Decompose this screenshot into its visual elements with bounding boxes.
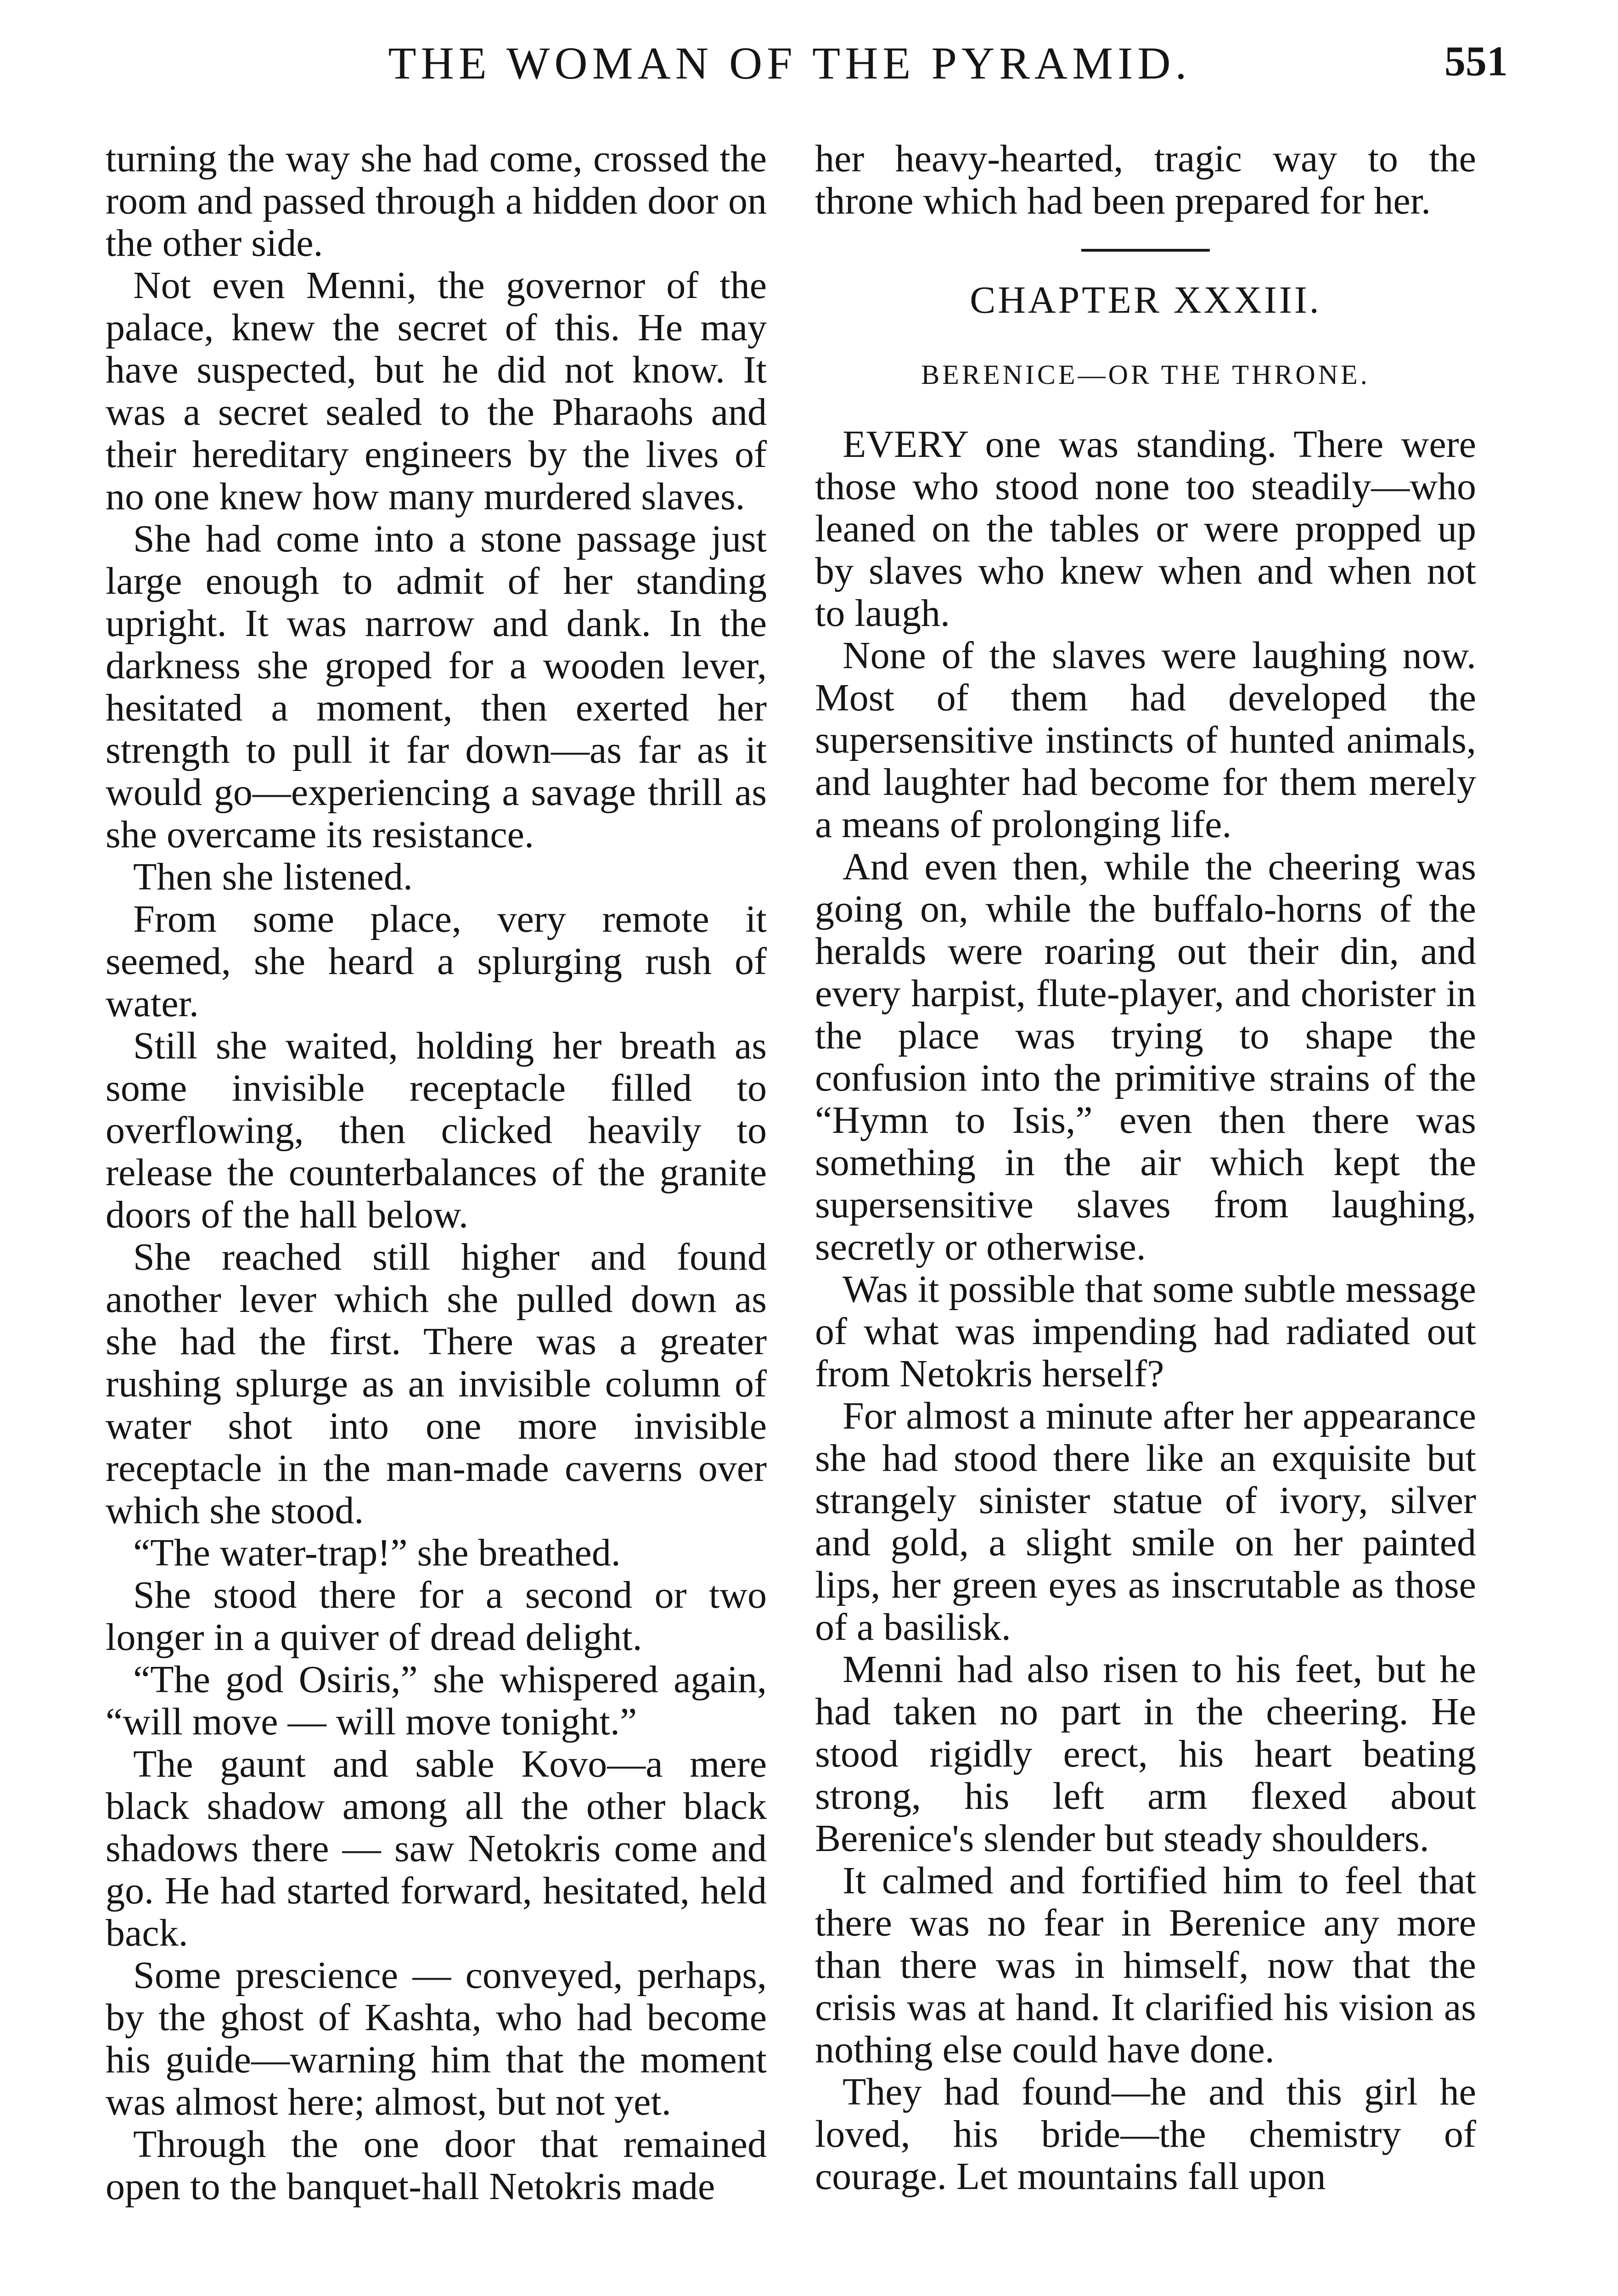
paragraph: her heavy-hearted, tragic way to the throne which had been prepared for her. — [815, 137, 1476, 222]
paragraph: She had come into a stone passage just large enough to admit of her standing upright. It was narrow and dank. In the darkness she groped for a wooden lever, hesitated a moment, then exerted her strength to pull it far down—as far as it would go—experiencing a savage thrill as she overcame its resistance. — [106, 518, 767, 856]
paragraph: The gaunt and sable Kovo—a mere black shadow among all the other black shadows there — saw Netokris come and go. He had started forward, hesitated, held back. — [106, 1743, 767, 1954]
paragraph: She stood there for a second or two longer in a quiver of dread delight. — [106, 1574, 767, 1659]
paragraph: None of the slaves were laughing now. Most of them had developed the supersensitive instincts of hunted animals, and laughter had become for them merely a means of prolonging life. — [815, 634, 1476, 846]
paragraph: And even then, while the cheering was going on, while the buffalo-horns of the heralds were roaring out their din, and every harpist, flute-player, and chorister in the place was trying to shape the confusion into the primitive strains of the “Hymn to Isis,” even then there was something in the air which kept the supersensitive slaves from laughing, secretly or otherwise. — [815, 845, 1476, 1268]
right-column — [815, 138, 1476, 2198]
paragraph: Then she listened. — [133, 855, 413, 898]
chapter-heading: CHAPTER XXXIII. — [970, 279, 1321, 321]
paragraph: They had found—he and this girl he loved, his bride—the chemistry of courage. Let mountains fall upon — [815, 2071, 1476, 2198]
page-number: 551 — [1444, 38, 1508, 84]
page-header — [0, 37, 1618, 106]
paragraph: “The god Osiris,” she whispered again, “will move — will move tonight.” — [106, 1658, 767, 1743]
paragraph: Not even Menni, the governor of the palace, knew the secret of this. He may have suspected, but he did not know. It was a secret sealed to the Pharaohs and their hereditary engineers by the lives of no one knew how many murdered slaves. — [106, 264, 767, 518]
paragraph: Menni had also risen to his feet, but he had taken no part in the cheering. He stood rigidly erect, his heart beating strong, his left arm flexed about Berenice's slender but steady shoulders. — [815, 1648, 1476, 1860]
paragraph: She reached still higher and found another lever which she pulled down as she had the first. There was a greater rushing splurge as an invisible column of water shot into one more invisible receptacle in the man-made caverns over which she stood. — [106, 1236, 767, 1532]
paragraph: For almost a minute after her appearance she had stood there like an exquisite but strangely sinister statue of ivory, silver and gold, a slight smile on her painted lips, her green eyes as inscrutable as those of a basilisk. — [815, 1395, 1476, 1649]
section-divider — [1081, 249, 1210, 252]
paragraph: From some place, very remote it seemed, she heard a splurging rush of water. — [106, 898, 767, 1025]
paragraph: “The water-trap!” she breathed. — [133, 1531, 621, 1574]
paragraph: Some prescience — conveyed, perhaps, by the ghost of Kashta, who had become his guide—warning him that the moment was almost here; almost, but not yet. — [106, 1954, 767, 2123]
running-title: THE WOMAN OF THE PYRAMID. — [388, 38, 1191, 89]
chapter-subtitle: BERENICE—OR THE THRONE. — [921, 360, 1370, 390]
paragraph: It calmed and fortified him to feel that there was no fear in Berenice any more than there was in himself, now that the crisis was at hand. It clarified his vision as nothing else could have done. — [815, 1859, 1476, 2071]
paragraph: Still she waited, holding her breath as some invisible receptacle filled to overflowing, then clicked heavily to release the counterbalances of the granite doors of the hall below. — [106, 1024, 767, 1236]
paragraph: turning the way she had come, crossed the room and passed through a hidden door on the other side. — [106, 137, 767, 264]
paragraph: Through the one door that remained open to the banquet-hall Netokris made — [106, 2123, 767, 2208]
left-column — [106, 138, 767, 2208]
paragraph: Was it possible that some subtle message of what was impending had radiated out from Netokris herself? — [815, 1268, 1476, 1395]
paragraph: EVERY one was standing. There were those who stood none too steadily—who leaned on the tables or were propped up by slaves who knew when and when not to laugh. — [815, 423, 1476, 635]
